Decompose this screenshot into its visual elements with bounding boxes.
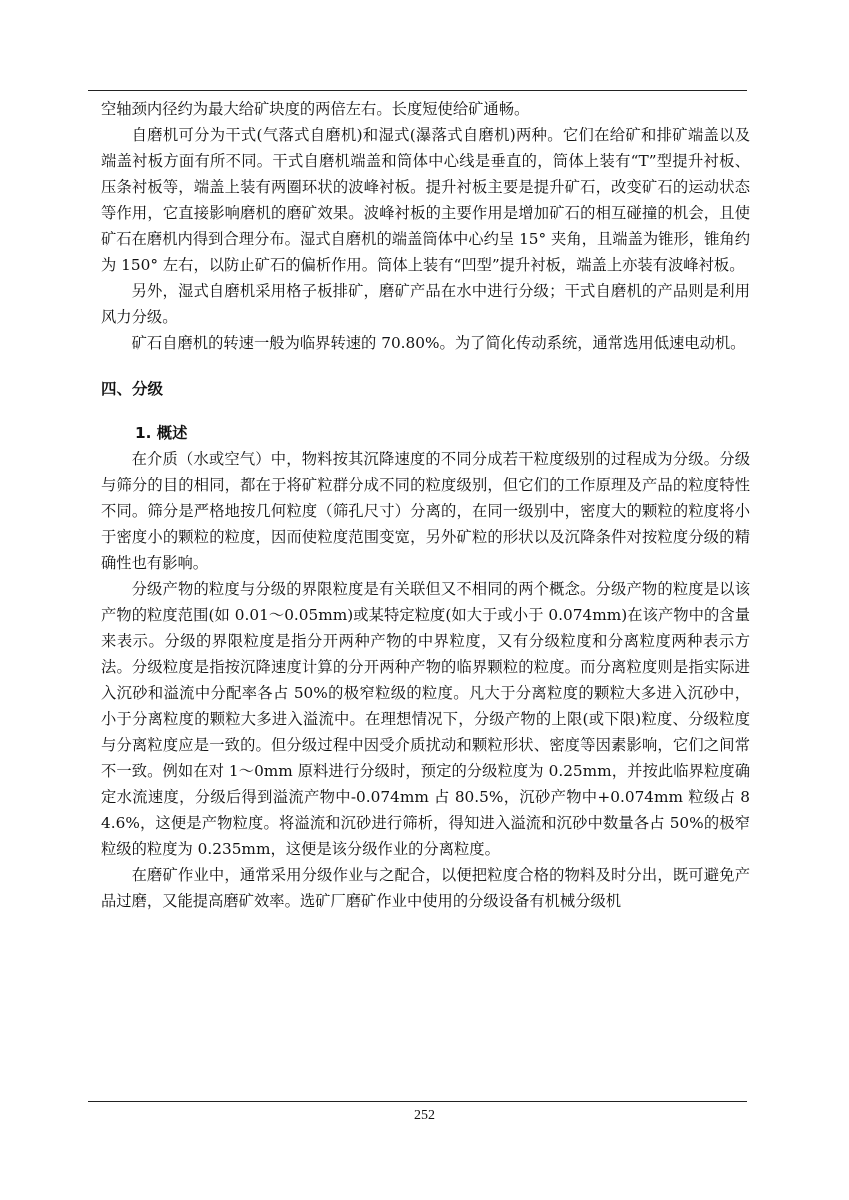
paragraph-grinding-classification: 在磨矿作业中，通常采用分级作业与之配合，以便把粒度合格的物料及时分出，既可避免产品过磨，又能提高磨矿效率。选矿厂磨矿作业中使用的分级设备有机械分级机	[101, 866, 750, 910]
page-number: 252	[414, 1108, 435, 1123]
paragraph-discharge-classification: 另外，湿式自磨机采用格子板排矿，磨矿产品在水中进行分级；干式自磨机的产品则是利用风力分级。	[101, 282, 750, 326]
header-rule	[88, 90, 747, 91]
paragraph-continuation: 空轴颈内径约为最大给矿块度的两倍左右。长度短使给矿通畅。	[101, 100, 530, 118]
section-heading-classification: 四、分级	[101, 380, 164, 398]
paragraph-particle-size-concepts: 分级产物的粒度与分级的界限粒度是有关联但又不相同的两个概念。分级产物的粒度是以该产物的粒度范围(如 0.01～0.05mm)或某特定粒度(如大于或小于 0.074mm)在该产物中的含量来表示。分级的界限粒度是指分开两种产物的中界粒度，又有分级粒度和分离粒度两种表示方法。分级粒度是指按沉降速度计算的分开两种产物的临界颗粒的粒度。而分离粒度则是指实际进入沉砂和溢流中分配率各占 50%的极窄粒级的粒度。凡大于分离粒度的颗粒大多进入沉砂中，小于分离粒度的颗粒大多进入溢流中。在理想情况下，分级产物的上限(或下限)粒度、分级粒度与分离粒度应是一致的。但分级过程中因受介质扰动和颗粒形状、密度等因素影响，它们之间常不一致。例如在对 1～0mm 原料进行分级时，预定的分级粒度为 0.25mm，并按此临界粒度确定水流速度，分级后得到溢流产物中-0.074mm 占 80.5%，沉砂产物中+0.074mm 粒级占 84.6%，这便是产物粒度。将溢流和沉砂进行筛析，得知进入溢流和沉砂中数量各占 50%的极窄粒级的粒度为 0.235mm，这便是该分级作业的分离粒度。	[101, 580, 750, 858]
footer-rule	[88, 1101, 747, 1102]
page-body	[101, 96, 750, 914]
paragraph-classification-definition: 在介质（水或空气）中，物料按其沉降速度的不同分成若干粒度级别的过程成为分级。分级与筛分的目的相同，都在于将矿粒群分成不同的粒度级别，但它们的工作原理及产品的粒度特性不同。筛分是严格地按几何粒度（筛孔尺寸）分离的，在同一级别中，密度大的颗粒的粒度将小于密度小的颗粒的粒度，因而使粒度范围变宽，另外矿粒的形状以及沉降条件对按粒度分级的精确性也有影响。	[101, 450, 750, 572]
sub-heading-overview: 1. 概述	[135, 424, 188, 442]
paragraph-mill-speed: 矿石自磨机的转速一般为临界转速的 70.80%。为了简化传动系统，通常选用低速电动机。	[131, 334, 746, 352]
paragraph-autogenous-mill-types: 自磨机可分为干式(气落式自磨机)和湿式(瀑落式自磨机)两种。它们在给矿和排矿端盖以及端盖衬板方面有所不同。干式自磨机端盖和筒体中心线是垂直的，筒体上装有“T”型提升衬板、压条衬板等，端盖上装有两圈环状的波峰衬板。提升衬板主要是提升矿石，改变矿石的运动状态等作用，它直接影响磨机的磨矿效果。波峰衬板的主要作用是增加矿石的相互碰撞的机会，且使矿石在磨机内得到合理分布。湿式自磨机的端盖筒体中心约呈 15° 夹角，且端盖为锥形，锥角约为 150° 左右，以防止矿石的偏析作用。筒体上装有“凹型”提升衬板，端盖上亦装有波峰衬板。	[101, 126, 750, 274]
